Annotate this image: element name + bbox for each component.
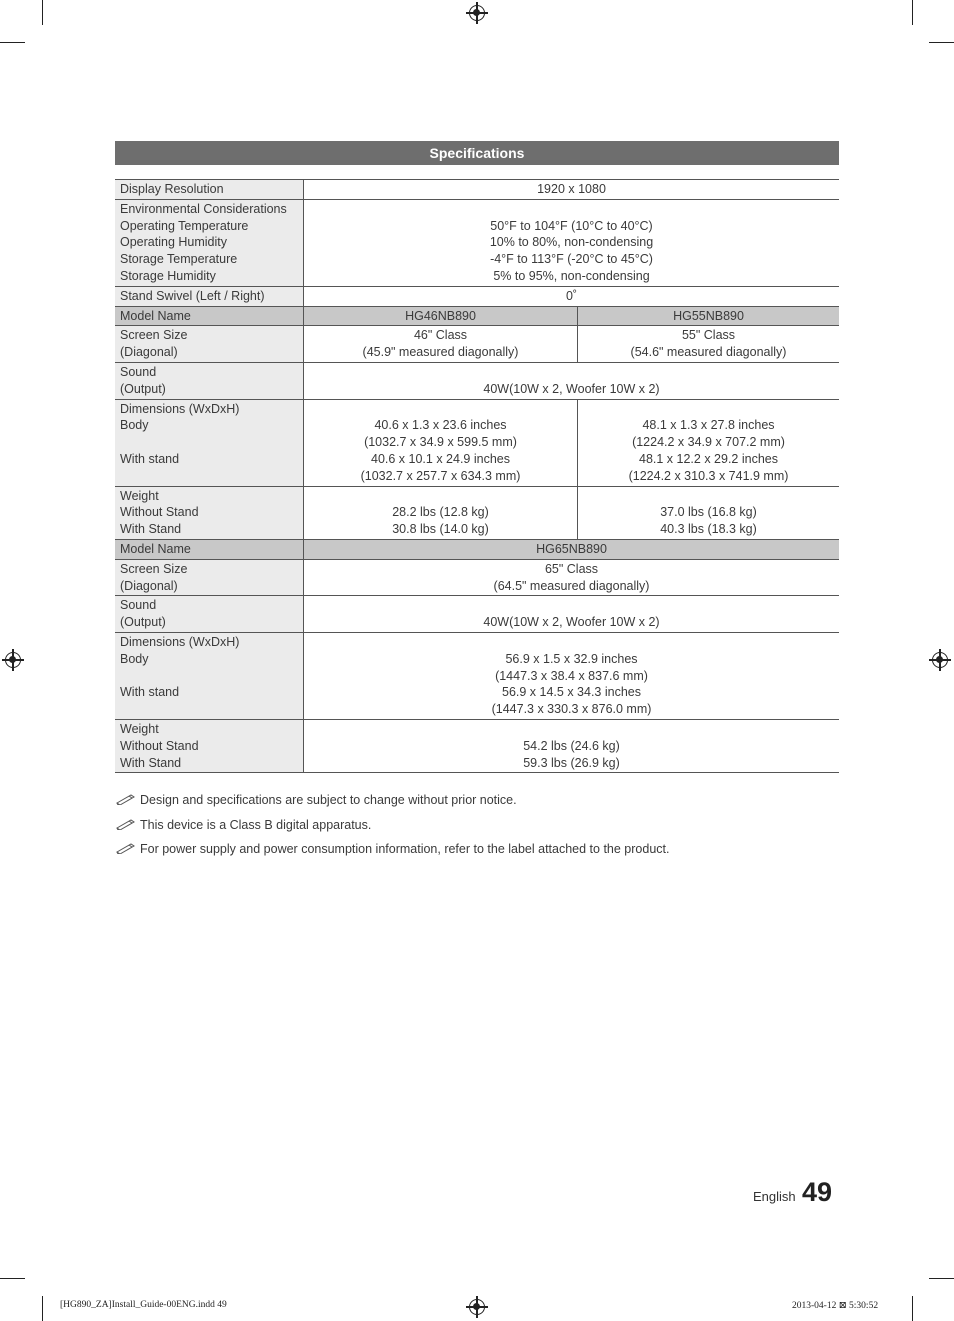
row-label: Sound (Output) <box>115 596 304 633</box>
notes-list <box>115 790 669 864</box>
row-value: 40W(10W x 2, Woofer 10W x 2) <box>304 596 840 633</box>
note-item: For power supply and power consumption information, refer to the label attached to the product. <box>115 839 669 864</box>
row-label: Model Name <box>115 306 304 326</box>
model-name: HG55NB890 <box>578 306 840 326</box>
crop-mark <box>929 42 954 43</box>
crop-mark <box>42 1296 43 1321</box>
row-label: Dimensions (WxDxH) Body With stand <box>115 632 304 719</box>
registration-mark-icon <box>469 1299 485 1315</box>
row-value: 40.6 x 1.3 x 23.6 inches (1032.7 x 34.9 x 599.5 mm) 40.6 x 10.1 x 24.9 inches (1032.7 x 257.7 x 634.3 mm) <box>304 399 578 486</box>
row-value: 50°F to 104°F (10°C to 40°C) 10% to 80%, non-condensing -4°F to 113°F (-20°C to 45°C) 5% to 95%, non-condensing <box>304 199 840 286</box>
model-name: HG46NB890 <box>304 306 578 326</box>
crop-mark <box>0 42 25 43</box>
pencil-note-icon <box>116 818 136 830</box>
model-name-row <box>115 539 839 559</box>
row-label: Display Resolution <box>115 180 304 200</box>
row-value: 46" Class (45.9" measured diagonally) <box>304 326 578 363</box>
specifications-table <box>115 179 839 773</box>
row-value: 56.9 x 1.5 x 32.9 inches (1447.3 x 38.4 x 837.6 mm) 56.9 x 14.5 x 34.3 inches (1447.3 x 330.3 x 876.0 mm) <box>304 632 840 719</box>
row-value: 28.2 lbs (12.8 kg) 30.8 lbs (14.0 kg) <box>304 486 578 539</box>
table-row <box>115 596 839 633</box>
row-value: 55" Class (54.6" measured diagonally) <box>578 326 840 363</box>
table-row <box>115 399 839 486</box>
row-value: 40W(10W x 2, Woofer 10W x 2) <box>304 362 840 399</box>
row-value: 0˚ <box>304 286 840 306</box>
table-row <box>115 632 839 719</box>
table-row <box>115 559 839 596</box>
footer-language: English <box>753 1189 796 1204</box>
crop-mark <box>42 0 43 25</box>
crop-mark <box>912 1296 913 1321</box>
row-label: Screen Size (Diagonal) <box>115 326 304 363</box>
table-row <box>115 719 839 772</box>
row-label: Dimensions (WxDxH) Body With stand <box>115 399 304 486</box>
table-row <box>115 180 839 200</box>
table-row <box>115 286 839 306</box>
crop-mark <box>0 1278 25 1279</box>
row-value: 65" Class (64.5" measured diagonally) <box>304 559 840 596</box>
row-value: 1920 x 1080 <box>304 180 840 200</box>
registration-mark-icon <box>5 652 21 668</box>
model-name: HG65NB890 <box>304 539 840 559</box>
registration-mark-icon <box>932 652 948 668</box>
section-title: Specifications <box>115 141 839 165</box>
table-row <box>115 199 839 286</box>
row-label: Weight Without Stand With Stand <box>115 486 304 539</box>
crop-mark <box>929 1278 954 1279</box>
row-label: Sound (Output) <box>115 362 304 399</box>
registration-mark-icon <box>469 5 485 21</box>
row-value: 37.0 lbs (16.8 kg) 40.3 lbs (18.3 kg) <box>578 486 840 539</box>
row-label: Model Name <box>115 539 304 559</box>
slug-filename: [HG890_ZA]Install_Guide-00ENG.indd 49 <box>60 1300 227 1310</box>
table-row <box>115 486 839 539</box>
pencil-note-icon <box>116 842 136 854</box>
pencil-note-icon <box>116 793 136 805</box>
note-item: This device is a Class B digital apparatus. <box>115 815 669 840</box>
slug-timestamp: 2013-04-12 ⊠ 5:30:52 <box>792 1301 879 1311</box>
row-value: 48.1 x 1.3 x 27.8 inches (1224.2 x 34.9 x 707.2 mm) 48.1 x 12.2 x 29.2 inches (1224.2 x 310.3 x 741.9 mm) <box>578 399 840 486</box>
row-label: Screen Size (Diagonal) <box>115 559 304 596</box>
row-label: Weight Without Stand With Stand <box>115 719 304 772</box>
model-name-row <box>115 306 839 326</box>
row-value: 54.2 lbs (24.6 kg) 59.3 lbs (26.9 kg) <box>304 719 840 772</box>
page-number: 49 <box>802 1177 833 1207</box>
row-label: Environmental Considerations Operating Temperature Operating Humidity Storage Temperature Storage Humidity <box>115 199 304 286</box>
row-label: Stand Swivel (Left / Right) <box>115 286 304 306</box>
crop-mark <box>912 0 913 25</box>
note-item: Design and specifications are subject to change without prior notice. <box>115 790 669 815</box>
table-row <box>115 362 839 399</box>
table-row <box>115 326 839 363</box>
